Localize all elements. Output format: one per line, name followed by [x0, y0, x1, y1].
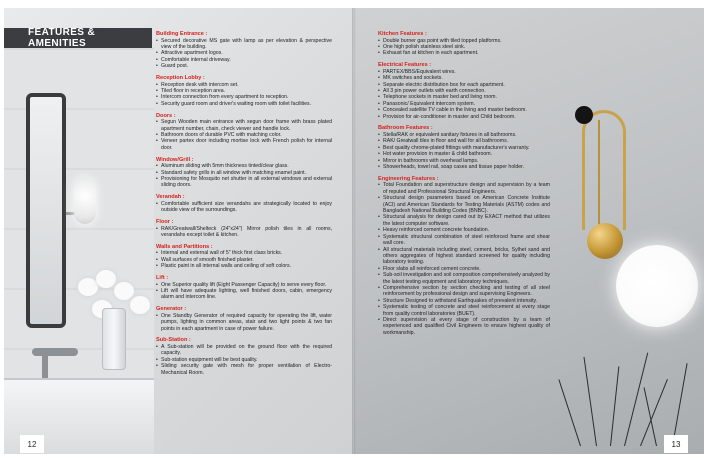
feature-list [156, 250, 332, 269]
feature-item: • Tiled floor in reception area. [156, 88, 332, 94]
feature-section [156, 194, 332, 213]
feature-item: • One high polish stainless steel sink. [378, 44, 550, 50]
feature-item: • MK switches and sockets. [378, 75, 550, 81]
feature-item: • Comfortable internal driveway. [156, 57, 332, 63]
section-heading: Floor : [156, 219, 174, 226]
feature-item: • All 3 pin power outlets with earth connection. [378, 88, 550, 94]
feature-item: • Structural analysis for design cared out by EXACT method that utilizes the latest computer software. [378, 214, 550, 227]
page-number-right: 13 [664, 435, 688, 453]
feature-list [156, 201, 332, 214]
section-heading: Lift : [156, 275, 169, 282]
feature-item: • Mirror in bathrooms with overhead lamps. [378, 158, 550, 164]
feature-list [156, 226, 332, 239]
feature-item: • One Superior quality lift (Eight Passenger Capacity) to serve every floor. [156, 282, 332, 288]
feature-item: • Intercom connection from every apartment to reception. [156, 94, 332, 100]
feature-item: • Systematic structural combination of steel reinforced frame and shear wall core. [378, 234, 550, 247]
feature-item: • Floor slabs all reinforced cement concrete. [378, 266, 550, 272]
dried-grass-decor [560, 346, 708, 446]
feature-section [156, 31, 332, 70]
feature-section [156, 275, 332, 301]
feature-item: • RAK/ Greatwall tiles in floor and wall for all bathrooms. [378, 138, 550, 144]
feature-item: • Double burner gas point with tiled topped platforms. [378, 38, 550, 44]
section-heading: Building Entrance : [156, 31, 208, 37]
section-heading: Bathroom Features : [378, 125, 433, 132]
feature-item: • Reception desk with intercom set. [156, 82, 332, 88]
feature-item: • A Sub-station will be provided on the ground floor with the required capacity. [156, 344, 332, 357]
feature-item: • Sub-station equipment will be best quality. [156, 357, 332, 363]
feature-section [156, 113, 332, 152]
glowing-globe-decor [616, 245, 698, 327]
feature-item: • Aluminum sliding with 5mm thickness tinted/clear glass. [156, 163, 332, 169]
feature-item: • Systematic testing of concrete and steel reinforcement at every stage from quality control laboratories (BUET). [378, 304, 550, 317]
feature-item: • Secured decorative MS gate with lamp as per elevation & perspective view of the building. [156, 38, 332, 51]
section-heading: Window/Grill : [156, 156, 194, 163]
glass-vase-image [102, 308, 126, 370]
feature-item: • RAK/Greatwall/Shelteck (24"x24") Mirror polish tiles in all rooms, verandahs except toilet & kitchen. [156, 226, 332, 239]
feature-item: • All structural materials including steel, cement, bricks, Sylhet sand and others aggregates of highest standard screened for quality including laboratory testing. [378, 247, 550, 266]
feature-section [156, 157, 332, 189]
page-number-left: 12 [20, 435, 44, 453]
section-heading: Engineering Features : [378, 175, 439, 182]
feature-item: • Internal and external wall of 5" thick first class bricks. [156, 250, 332, 256]
feature-list [156, 38, 332, 70]
left-feature-column [156, 31, 332, 381]
feature-item: • Comfortable sufficient size verandahs are strategically located to enjoy outside view of the surroundings. [156, 201, 332, 214]
section-heading: Generator : [156, 306, 187, 313]
feature-item: • Attractive apartment logos. [156, 50, 332, 56]
wall-lamp-image [74, 178, 96, 224]
feature-list [156, 313, 332, 332]
feature-section [156, 219, 332, 238]
feature-list [156, 344, 332, 376]
feature-list [378, 69, 550, 120]
feature-item: • Showerheads, towel rail, soap cases and tissue paper holder. [378, 164, 550, 170]
gold-sphere-decor [587, 223, 623, 259]
mirror-image [26, 93, 66, 328]
faucet-image [32, 348, 78, 356]
lamp-arc-decor [582, 110, 626, 230]
page-title: FEATURES & AMENITIES [28, 27, 96, 49]
feature-item: • Plastic paint in all internal walls and ceiling of soft colors. [156, 263, 332, 269]
feature-item: • Direct supervision at every stage of construction by a team of experienced and qualified Civil Engineers to ensure highest quality of workmanship. [378, 317, 550, 336]
section-heading: Doors : [156, 112, 176, 119]
feature-item: • Segun Wooden main entrance with segun door frame with brass plated apartment number, chain, check viewer and handle lock. [156, 119, 332, 132]
section-heading: Verandah : [156, 194, 185, 201]
feature-item: • Veneer partex door including mortise lock with French polish for internal door. [156, 138, 332, 151]
feature-item: • Provision for air-conditioner in master and Child bedroom. [378, 114, 550, 120]
feature-section [378, 31, 550, 57]
right-feature-column [378, 31, 550, 342]
section-heading: Kitchen Features : [378, 31, 427, 37]
feature-item: • Separate electric distribution box for each apartment. [378, 82, 550, 88]
feature-item: • Sub-soil investigation and soil composition comprehensively analyzed by the latest testing equipment and laboratory techniques. [378, 272, 550, 285]
feature-section [156, 306, 332, 332]
faucet-stem-image [42, 348, 48, 378]
feature-item: • Concealed satellite TV cable in the living and master bedroom. [378, 107, 550, 113]
feature-item: • Stella/RAK or equivalent sanitary fixtures in all bathrooms. [378, 132, 550, 138]
feature-item: • Sliding security gate with mesh for proper ventilation of Electro-Mechanical Room. [156, 363, 332, 376]
feature-item: • Comprehensive section by section checking and testing of all steel reinforcement by professional design and supervising Engineers. [378, 285, 550, 298]
feature-item: • Security guard room and driver's waiting room with toilet facilities. [156, 101, 332, 107]
feature-item: • Standard safety grills in all window with matching enamel paint. [156, 170, 332, 176]
feature-list [156, 119, 332, 151]
feature-list [156, 282, 332, 301]
feature-item: • PARTEX/BBS/Equivalent wires. [378, 69, 550, 75]
feature-item: • Telephone sockets in master bed and living room. [378, 94, 550, 100]
feature-section [156, 337, 332, 376]
feature-item: • One Standby Generator of required capacity for operating the lift, water pumps, lighting in common areas, stair and two light points & two fan points in each apartment in case of power failure. [156, 313, 332, 332]
feature-item: • Total Foundation and superstructure design and supervision by a team of reputed and Professional Structural Engineers. [378, 182, 550, 195]
feature-item: • Heavy reinforced cement concrete foundation. [378, 227, 550, 233]
feature-item: • Guard post. [156, 63, 332, 69]
feature-item: • Structural design parameters based on American Concrete Institute (ACI) and American Standards for Testing Materials (ASTM) codes and Bangladesh National Building Codes (BNBC). [378, 195, 550, 214]
feature-item: • Hot water provision in master & child bathroom. [378, 151, 550, 157]
feature-list [156, 82, 332, 108]
feature-item: • Structure Designed to withstand Earthquakes of prevalent intensity. [378, 298, 550, 304]
page-fold-shadow [352, 8, 356, 454]
feature-item: • Panasonic/ Equivalent intercom system. [378, 101, 550, 107]
section-heading: Walls and Partitions : [156, 243, 213, 250]
feature-item: • Provisioning for Mosquito net shutter in all external windows and external sliding doors. [156, 176, 332, 189]
feature-list [378, 132, 550, 170]
lamp-rod-decor [598, 120, 600, 224]
feature-item: • Exhaust fan at kitchen in each apartment. [378, 50, 550, 56]
feature-item: • Bathroom doors of durable PVC with matching color. [156, 132, 332, 138]
feature-item: • Wall surfaces of smooth finished plaster. [156, 257, 332, 263]
feature-section [378, 125, 550, 170]
feature-list [156, 163, 332, 189]
feature-section [156, 75, 332, 107]
section-heading: Sub-Station : [156, 337, 191, 344]
section-heading: Reception Lobby : [156, 75, 205, 82]
feature-list [378, 182, 550, 336]
feature-section [156, 244, 332, 270]
section-title-bar [4, 28, 152, 48]
feature-item: • Lift will have adequate lighting, well finished doors, cabin, emergency alarm and intercom line. [156, 288, 332, 301]
feature-section [378, 62, 550, 120]
feature-section [378, 176, 550, 336]
feature-item: • Best quality chrome-plated fittings with manufacturer's warranty. [378, 145, 550, 151]
lamp-mount-decor [575, 106, 593, 124]
feature-list [378, 38, 550, 57]
section-heading: Electrical Features : [378, 62, 432, 69]
